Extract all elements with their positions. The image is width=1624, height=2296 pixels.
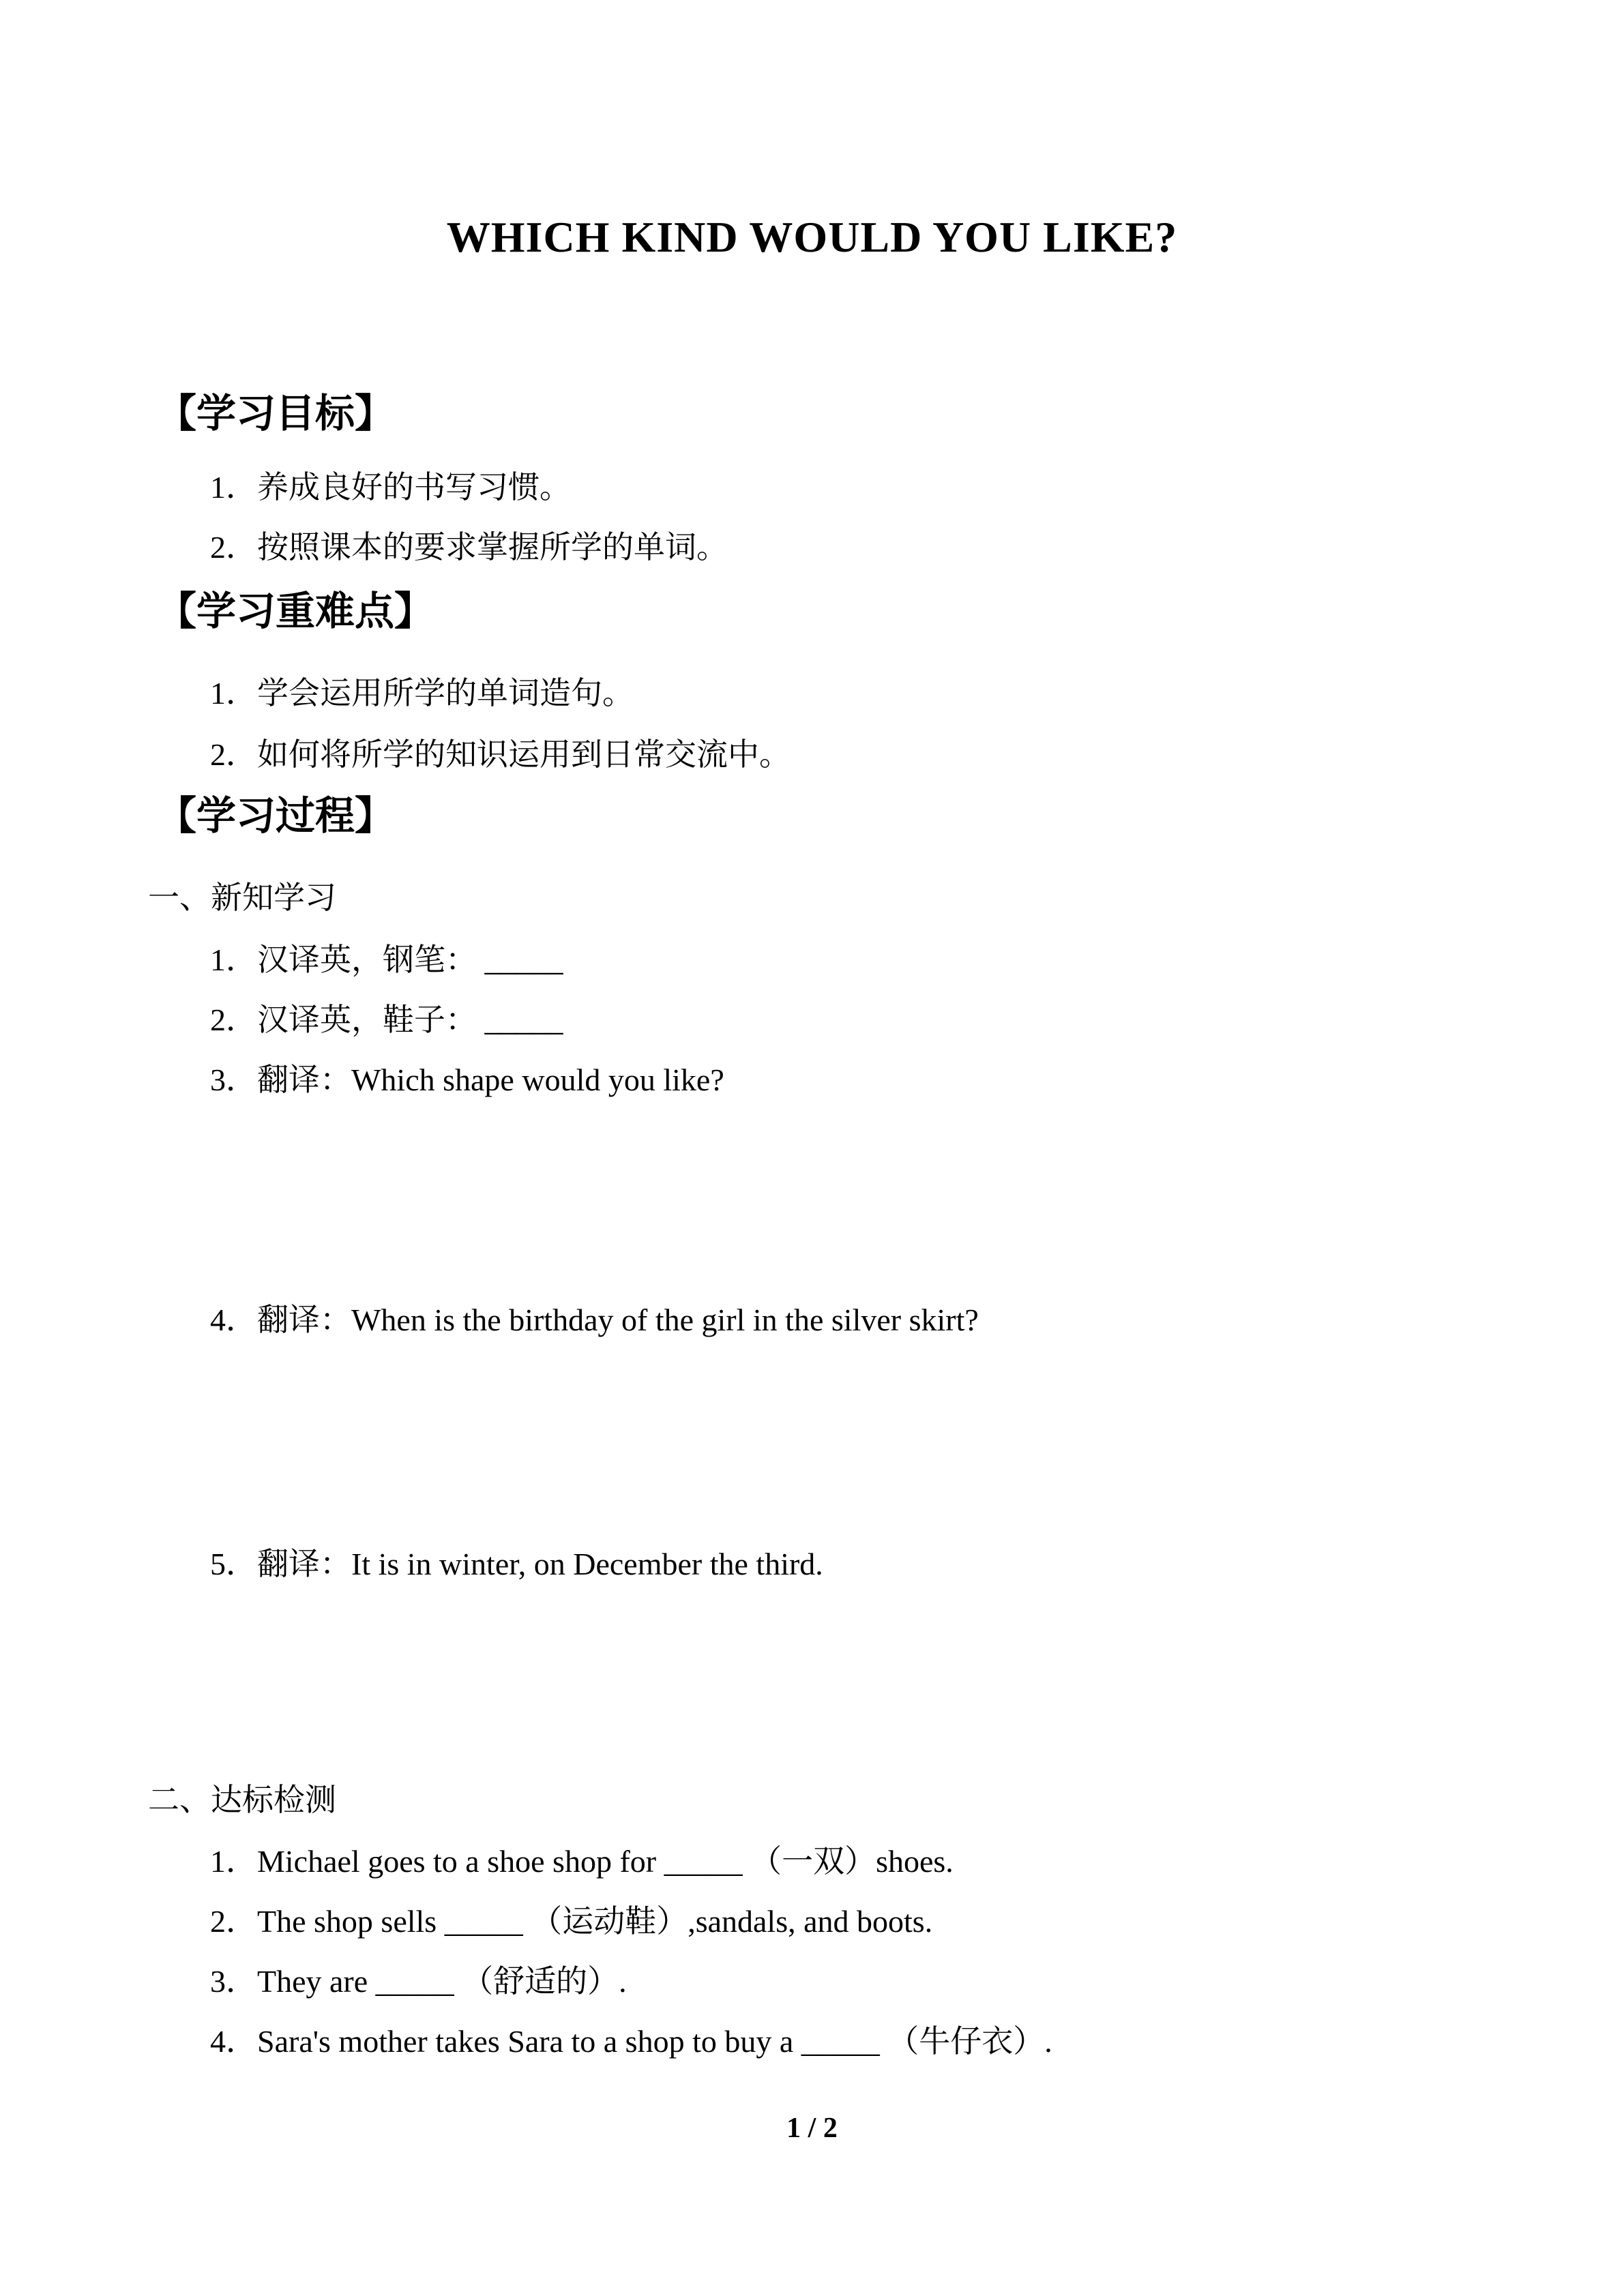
objectives-item-1: 1．养成良好的书写习惯。 <box>210 470 571 505</box>
assessment-item-4: 4．Sara's mother takes Sara to a shop to buy a _____ （牛仔衣）. <box>210 2024 1052 2059</box>
document-title: WHICH KIND WOULD YOU LIKE? <box>446 213 1178 261</box>
objectives-item-2: 2．按照课本的要求掌握所学的单词。 <box>210 530 728 565</box>
section-heading-process: 【学习过程】 <box>157 794 395 838</box>
key-points-item-2: 2．如何将所学的知识运用到日常交流中。 <box>210 737 791 772</box>
part-heading-new-learning: 一、新知学习 <box>148 880 336 915</box>
section-heading-key-points: 【学习重难点】 <box>157 589 434 633</box>
part-heading-assessment: 二、达标检测 <box>148 1783 336 1817</box>
section-heading-objectives: 【学习目标】 <box>157 391 395 436</box>
new-learning-item-3: 3．翻译：Which shape would you like? <box>210 1062 724 1097</box>
new-learning-item-1: 1．汉译英，钢笔： _____ <box>210 942 563 977</box>
assessment-item-1: 1．Michael goes to a shoe shop for _____ （一双）shoes. <box>210 1844 954 1879</box>
assessment-item-2: 2．The shop sells _____ （运动鞋）,sandals, and boots. <box>210 1904 933 1939</box>
key-points-item-1: 1．学会运用所学的单词造句。 <box>210 676 634 711</box>
new-learning-item-2: 2．汉译英，鞋子： _____ <box>210 1002 563 1037</box>
page-number: 1 / 2 <box>786 2113 838 2144</box>
assessment-item-3: 3．They are _____ （舒适的）. <box>210 1964 627 1999</box>
new-learning-item-4: 4．翻译：When is the birthday of the girl in the silver skirt? <box>210 1302 979 1337</box>
new-learning-item-5: 5．翻译：It is in winter, on December the third. <box>210 1547 823 1581</box>
